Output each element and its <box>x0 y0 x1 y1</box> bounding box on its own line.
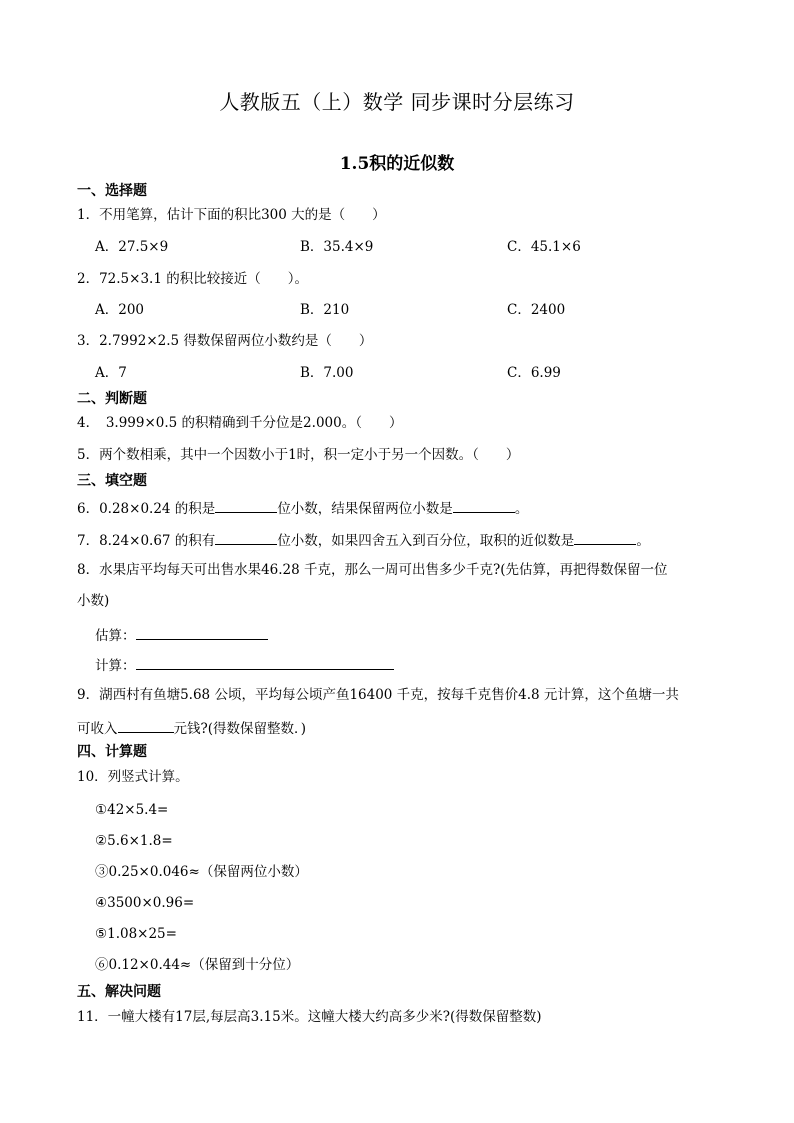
q8-estimate-row <box>95 625 268 645</box>
question-11: 11．一幢大楼有17层,每层高3.15米。这幢大楼大约高多少米?(得数保留整数) <box>77 1009 542 1025</box>
question-10: 10．列竖式计算。 <box>77 769 189 785</box>
q3-option-a: A．7 <box>95 365 127 381</box>
question-3: 3．2.7992×2.5 得数保留两位小数约是（ ） <box>77 333 373 349</box>
section-heading-solve: 五、解决问题 <box>77 984 161 1000</box>
q10-item-6: ⑥0.12×0.44≈（保留到十分位） <box>95 957 300 973</box>
section-heading-choice: 一、选择题 <box>77 183 147 199</box>
q10-item-5: ⑤1.08×25= <box>95 926 177 942</box>
question-2: 2．72.5×3.1 的积比较接近（ ）。 <box>77 271 308 287</box>
question-6 <box>77 498 528 518</box>
q7-text-3: 。 <box>636 533 650 549</box>
q1-option-c: C．45.1×6 <box>507 239 581 255</box>
lesson-subtitle: 1.5积的近似数 <box>339 154 455 174</box>
q8-estimate-blank[interactable] <box>136 625 268 640</box>
q10-item-2: ②5.6×1.8= <box>95 833 173 849</box>
q6-text-3: 。 <box>514 501 529 517</box>
q6-blank-2[interactable] <box>453 498 515 513</box>
q2-option-b: B．210 <box>300 302 350 318</box>
q6-text-2: 位小数，结果保留两位小数是 <box>277 501 453 517</box>
q2-option-a: A．200 <box>95 302 145 318</box>
question-8-line-1: 8．水果店平均每天可出售水果46.28 千克，那么一周可出售多少千克?(先估算，再把得数保留一位 <box>77 562 668 578</box>
q8-calc-row <box>95 655 394 675</box>
q6-blank-1[interactable] <box>215 498 277 513</box>
section-heading-fill: 三、填空题 <box>77 473 147 489</box>
question-4: 4． 3.999×0.5 的积精确到千分位是2.000。（ ） <box>77 415 403 431</box>
q10-item-3: ③0.25×0.046≈（保留两位小数） <box>95 864 308 880</box>
q8-estimate-label: 估算： <box>95 628 136 644</box>
q7-blank-1[interactable] <box>215 530 277 545</box>
q6-text-1: 6．0.28×0.24 的积是 <box>77 501 216 517</box>
q3-option-b: B．7.00 <box>300 365 354 381</box>
q9-text-2: 元钱?(得数保留整数．) <box>173 721 307 737</box>
q10-item-1: ①42×5.4= <box>95 802 169 818</box>
question-9-line-1: 9．湖西村有鱼塘5.68 公顷，平均每公顷产鱼16400 千克，按每千克售价4.8 元计算，这个鱼塘一共 <box>77 687 679 703</box>
q8-calc-label: 计算： <box>95 658 136 674</box>
question-9-line-2 <box>77 718 306 738</box>
q10-item-4: ④3500×0.96= <box>95 895 195 911</box>
question-8-line-2: 小数) <box>77 593 110 609</box>
q1-option-b: B．35.4×9 <box>300 239 374 255</box>
q7-blank-2[interactable] <box>574 530 636 545</box>
q8-calc-blank[interactable] <box>136 655 394 670</box>
q2-option-c: C．2400 <box>507 302 566 318</box>
question-1: 1．不用笔算，估计下面的积比300 大的是（ ） <box>77 207 386 223</box>
q9-blank[interactable] <box>118 718 174 733</box>
section-heading-judge: 二、判断题 <box>77 391 147 407</box>
q7-text-2: 位小数，如果四舍五入到百分位，取积的近似数是 <box>277 533 575 549</box>
q9-text-1: 可收入 <box>77 721 118 737</box>
q3-option-c: C．6.99 <box>507 365 561 381</box>
q7-text-1: 7．8.24×0.67 的积有 <box>77 533 216 549</box>
question-5: 5．两个数相乘，其中一个因数小于1时，积一定小于另一个因数。（ ） <box>77 447 520 463</box>
question-7 <box>77 530 650 550</box>
page-title: 人教版五（上）数学 同步课时分层练习 <box>219 90 575 114</box>
q1-option-a: A．27.5×9 <box>95 239 169 255</box>
section-heading-calc: 四、计算题 <box>77 744 147 760</box>
